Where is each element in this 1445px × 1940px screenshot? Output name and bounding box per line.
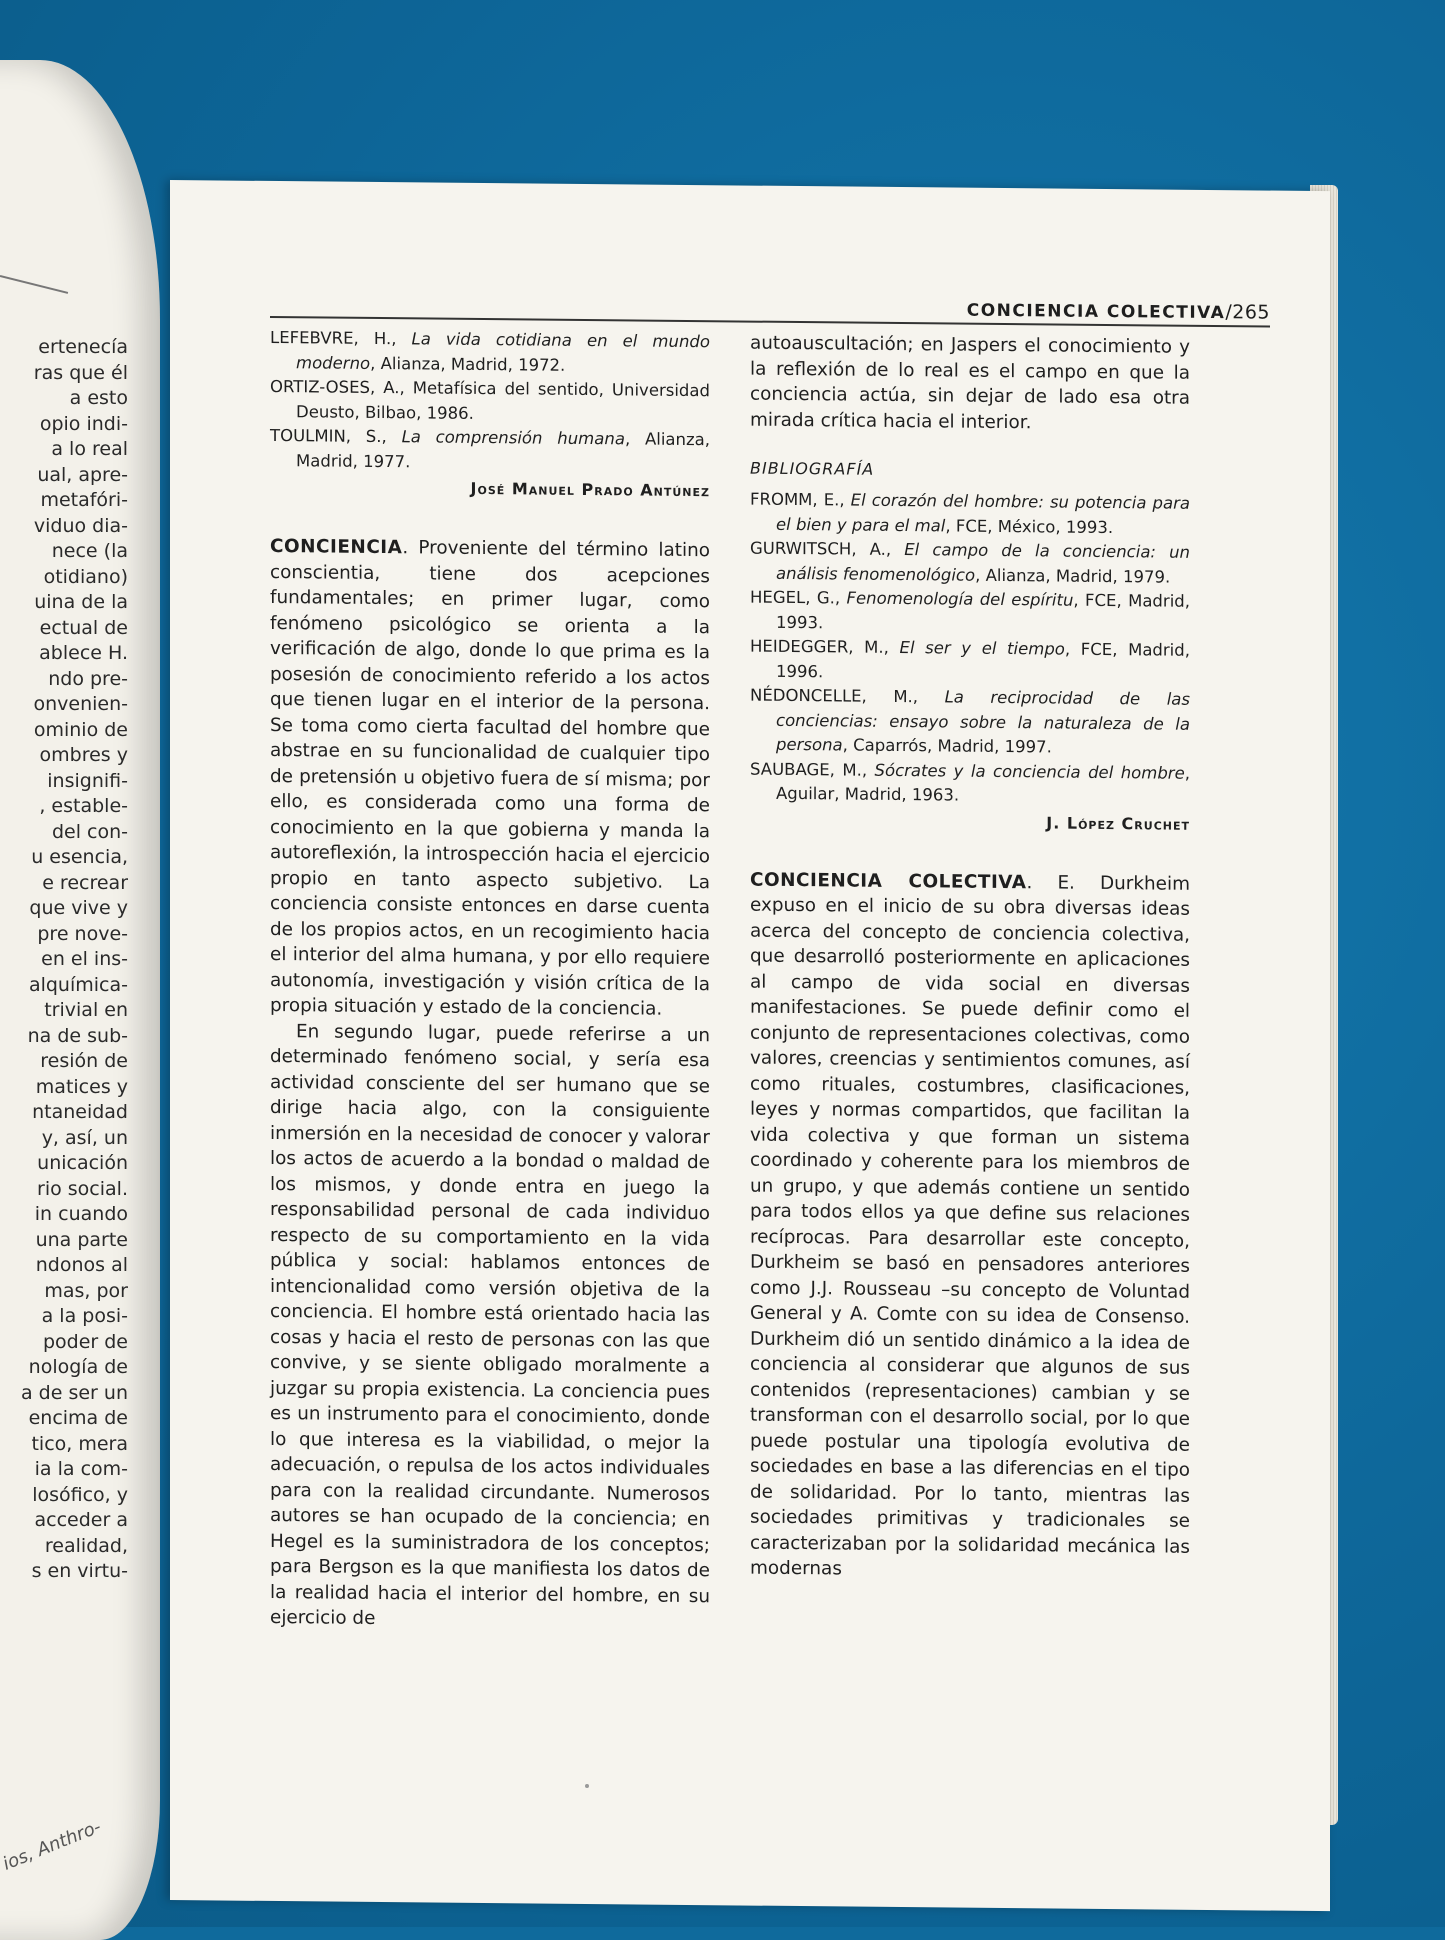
left-page-line: losófico, y xyxy=(32,1483,128,1506)
entry-paragraph: . Proveniente del término latino conscientia, tiene dos acepciones fundamentales; en primer lugar, como fenómeno psicológico se orienta a la verificación de algo, donde lo que prima es la posesión de conocimiento referido a los actos que tienen lugar en el interior de la persona. Se toma como cierta facultad del hombre que abstrae en su funcionalidad de cualquier tipo de pretensión u objetivo fuera de sí misma; por ello, es considerada como una forma de conocimiento en la que gobierna y manda la autoreflexión, la introspección hacia el ejercicio propio en tanto aspecto subjetivo. La conciencia consiste entonces en darse cuenta de los propios actos, en un recogimiento hacia el interior del alma humana, y por ello requiere autonomía, investigación y visión crítica de la propia situación y estado de la conciencia. xyxy=(270,537,710,1020)
reference-title: Fenomenología del espíritu xyxy=(846,588,1074,610)
reference-author: HEGEL, G., xyxy=(750,587,847,608)
left-page-line: a esto xyxy=(69,387,128,409)
left-page-line: ndo pre- xyxy=(48,667,128,690)
left-page-line: que vive y xyxy=(29,897,128,919)
left-page-line: ectual de xyxy=(39,616,128,639)
left-page-line: rio social. xyxy=(37,1177,128,1200)
running-head xyxy=(967,299,1270,324)
left-page-line: ertenecía xyxy=(38,336,128,358)
reference-item xyxy=(750,537,1190,590)
reference-item xyxy=(750,757,1190,810)
author-signature: José Manuel Prado Antúnez xyxy=(470,478,710,501)
right-column xyxy=(750,331,1190,1586)
left-page-line: nece (la xyxy=(51,540,128,562)
left-page-line: encima de xyxy=(28,1407,128,1429)
left-page-line: e recrear xyxy=(42,871,128,894)
reference-title: La vida cotidiana en el mundo moderno xyxy=(296,329,710,373)
reference-author: LEFEBVRE, H., xyxy=(270,327,412,349)
reference-item xyxy=(750,684,1190,762)
reference-publisher: , Caparrós, Madrid, 1997. xyxy=(842,735,1052,757)
reference-title: El corazón del hombre: su potencia para el bien y para el mal xyxy=(776,490,1190,535)
left-page-line: uina de la xyxy=(34,591,128,613)
left-page-line: a lo real xyxy=(51,438,128,460)
reference-item xyxy=(270,375,710,428)
reference-title: Sócrates y la conciencia del hombre xyxy=(874,760,1185,783)
entry-paragraph: En segundo lugar, puede referirse a un determinado fenómeno social, y sería esa actividad consciente del ser humano que se dirige hacia algo, con la consiguiente inmersión en la necesidad de conocer y valorar los actos de acuerdo a la bondad o maldad de los mismos, y donde entra en juego la responsabilidad personal de cada individuo respecto de su comportamiento en la vida pública y social: hablamos entonces de intencionalidad como versión objetiva de la conciencia. El hombre está orientado hacia las cosas y hacia el resto de personas con las que convive, y se siente obligado moralmente a juzgar su propia existencia. La conciencia pues es un instrumento para el conocimiento, donde lo que interesa es la viabilidad, o mejor la adecuación, o repulsa de los actos individuales para con la realidad circundante. Numerosos autores se han ocupado de la conciencia; en Hegel es la suministradora de los conceptos; para Bergson es la que manifiesta los datos de la realidad hacia el interior del hombre, en su ejercicio de xyxy=(270,1020,710,1629)
left-page-line: otidiano) xyxy=(43,565,128,588)
reference-publisher: , FCE, México, 1993. xyxy=(945,515,1114,537)
left-page-line: unicación xyxy=(37,1152,128,1174)
left-page-line: alquímica- xyxy=(28,973,128,996)
left-page-line: ntaneidad xyxy=(32,1101,128,1123)
right-page xyxy=(170,180,1330,1911)
left-page-line: s en virtu- xyxy=(31,1560,128,1582)
reference-publisher: , FCE, Madrid, 1996. xyxy=(776,639,1190,681)
left-page-line: ablece H. xyxy=(39,642,128,664)
left-page-line: ominio de xyxy=(33,718,128,741)
running-head-title: CONCIENCIA COLECTIVA xyxy=(966,300,1226,324)
page-header xyxy=(270,286,1270,328)
left-column xyxy=(270,326,710,1635)
reference-publisher: , FCE, Madrid, 1993. xyxy=(776,590,1190,632)
left-page-rule xyxy=(0,275,68,294)
reference-title: El campo de la conciencia: un análisis fenomenológico xyxy=(776,540,1191,585)
entry-paragraph: . E. Durkheim expuso en el inicio de su obra diversas ideas acerca del concepto de conciencia colectiva, que desarrolló posteriormente en aplicaciones al campo de vida social en diversas manifestaciones. Se puede definir como el conjunto de representaciones colectivas, como valores, creencias y sentimientos comunes, así como rituales, costumbres, clasificaciones, leyes y normas compartidos, que facilitan la vida colectiva y que forman un sistema coordinado y coherente para los miembros de un grupo, y que además contiene un sentido para todos ellos ya que define sus relaciones recíprocas. Para desarrollar este concepto, Durkheim se basó en pensadores anteriores como J.J. Rousseau –su concepto de Voluntad General y A. Comte con su idea de Consenso. Durkheim dió un sentido dinámico a la idea de conciencia al considerar que algunos de sus contenidos (representaciones) cambian y se transforman con el desarrollo social, por lo que puede postular una tipología evolutiva de sociedades en base a las diferencias en el tipo de solidaridad. Por lo tanto, mientras las sociedades primitivas y tradicionales se caracterizaban por la solidaridad mecánica las modernas xyxy=(750,871,1190,1580)
left-page-line: in cuando xyxy=(34,1203,128,1225)
reference-title: El ser y el tiempo xyxy=(899,638,1065,659)
left-page-line: ndonos al xyxy=(35,1254,128,1276)
left-page-line: del con- xyxy=(51,820,128,843)
left-page-line: ras que él xyxy=(33,361,128,384)
left-page-line: matices y xyxy=(35,1075,128,1098)
reference-author: HEIDEGGER, M., xyxy=(750,636,900,658)
reference-publisher: , Alianza, Madrid, 1972. xyxy=(370,353,566,375)
left-page-line: nología de xyxy=(28,1356,128,1378)
reference-author: GURWITSCH, A., xyxy=(750,538,905,560)
reference-publisher: , Alianza, Madrid, 1977. xyxy=(296,429,711,471)
reference-author: NÉDONCELLE, M., xyxy=(750,685,945,707)
left-page-line: ia la com- xyxy=(34,1458,128,1480)
left-page-line: trivial en xyxy=(44,999,128,1021)
left-page-line: tico, mera xyxy=(31,1432,128,1455)
left-page-line: y, así, un xyxy=(41,1126,128,1149)
reference-item xyxy=(750,635,1190,688)
left-page-line: mas, por xyxy=(44,1279,128,1302)
left-page-text xyxy=(0,335,128,1585)
left-page-line: poder de xyxy=(42,1330,128,1353)
entry-term: CONCIENCIA COLECTIVA xyxy=(750,869,1027,893)
left-page-line: en el ins- xyxy=(41,948,128,970)
left-page-line: realidad, xyxy=(44,1534,128,1557)
left-page-line: a de ser un xyxy=(21,1381,128,1404)
reference-title: La comprensión humana xyxy=(401,427,625,449)
reference-item xyxy=(750,586,1190,639)
entry-conciencia-colectiva xyxy=(750,867,1190,1585)
reference-publisher: , Alianza, Madrid, 1979. xyxy=(975,565,1171,587)
bibliography-heading: BIBLIOGRAFÍA xyxy=(750,458,875,479)
page-speck xyxy=(585,1784,589,1788)
reference-list xyxy=(270,326,710,477)
left-page-line: ombres y xyxy=(39,744,128,766)
left-page-line: opio indi- xyxy=(39,412,128,435)
reference-publisher: , Aguilar, Madrid, 1963. xyxy=(776,763,1190,805)
left-page xyxy=(0,60,160,1940)
reference-item xyxy=(750,488,1190,541)
left-page-footer: ios, Anthro- xyxy=(0,1816,105,1875)
entry-continuation: autoauscultación; en Jaspers el conocimiento y la reflexión de lo real es el campo en que la conciencia actúa, sin dejar de lado esa otra mirada crítica hacia el interior. xyxy=(750,332,1190,433)
left-page-line: u esencia, xyxy=(31,846,128,868)
left-page-line: resión de xyxy=(40,1050,128,1072)
left-page-line: na de sub- xyxy=(27,1024,128,1047)
left-page-line: acceder a xyxy=(34,1509,128,1531)
reference-item xyxy=(270,424,710,477)
reference-author: TOULMIN, S., xyxy=(270,425,402,447)
left-page-line: una parte xyxy=(35,1228,128,1251)
left-page-line: , estable- xyxy=(39,795,128,817)
reference-author: FROMM, E., xyxy=(750,489,851,510)
entry-conciencia xyxy=(270,534,710,1635)
left-page-line: a la posi- xyxy=(41,1305,128,1327)
author-signature: J. López Cruchet xyxy=(1046,812,1190,834)
entry-term: CONCIENCIA xyxy=(270,535,403,559)
reference-author: SAUBAGE, M., xyxy=(750,759,875,780)
reference-author: ORTIZ-OSES, A., Metafísica del sentido, Universidad Deusto, Bilbao, 1986. xyxy=(270,376,710,423)
left-page-line: metafóri- xyxy=(40,489,128,511)
bibliography-list xyxy=(750,488,1190,811)
left-page-line: pre nove- xyxy=(37,922,128,945)
reference-item xyxy=(270,326,710,379)
left-page-line: ual, apre- xyxy=(37,463,128,486)
left-page-line: insignifi- xyxy=(47,769,128,792)
left-page-line: viduo dia- xyxy=(33,514,128,537)
reference-title: La reciprocidad de las conciencias: ensayo sobre la naturaleza de la persona xyxy=(776,687,1190,755)
left-page-line: onvenien- xyxy=(33,693,128,715)
page-number: /265 xyxy=(1225,301,1270,324)
